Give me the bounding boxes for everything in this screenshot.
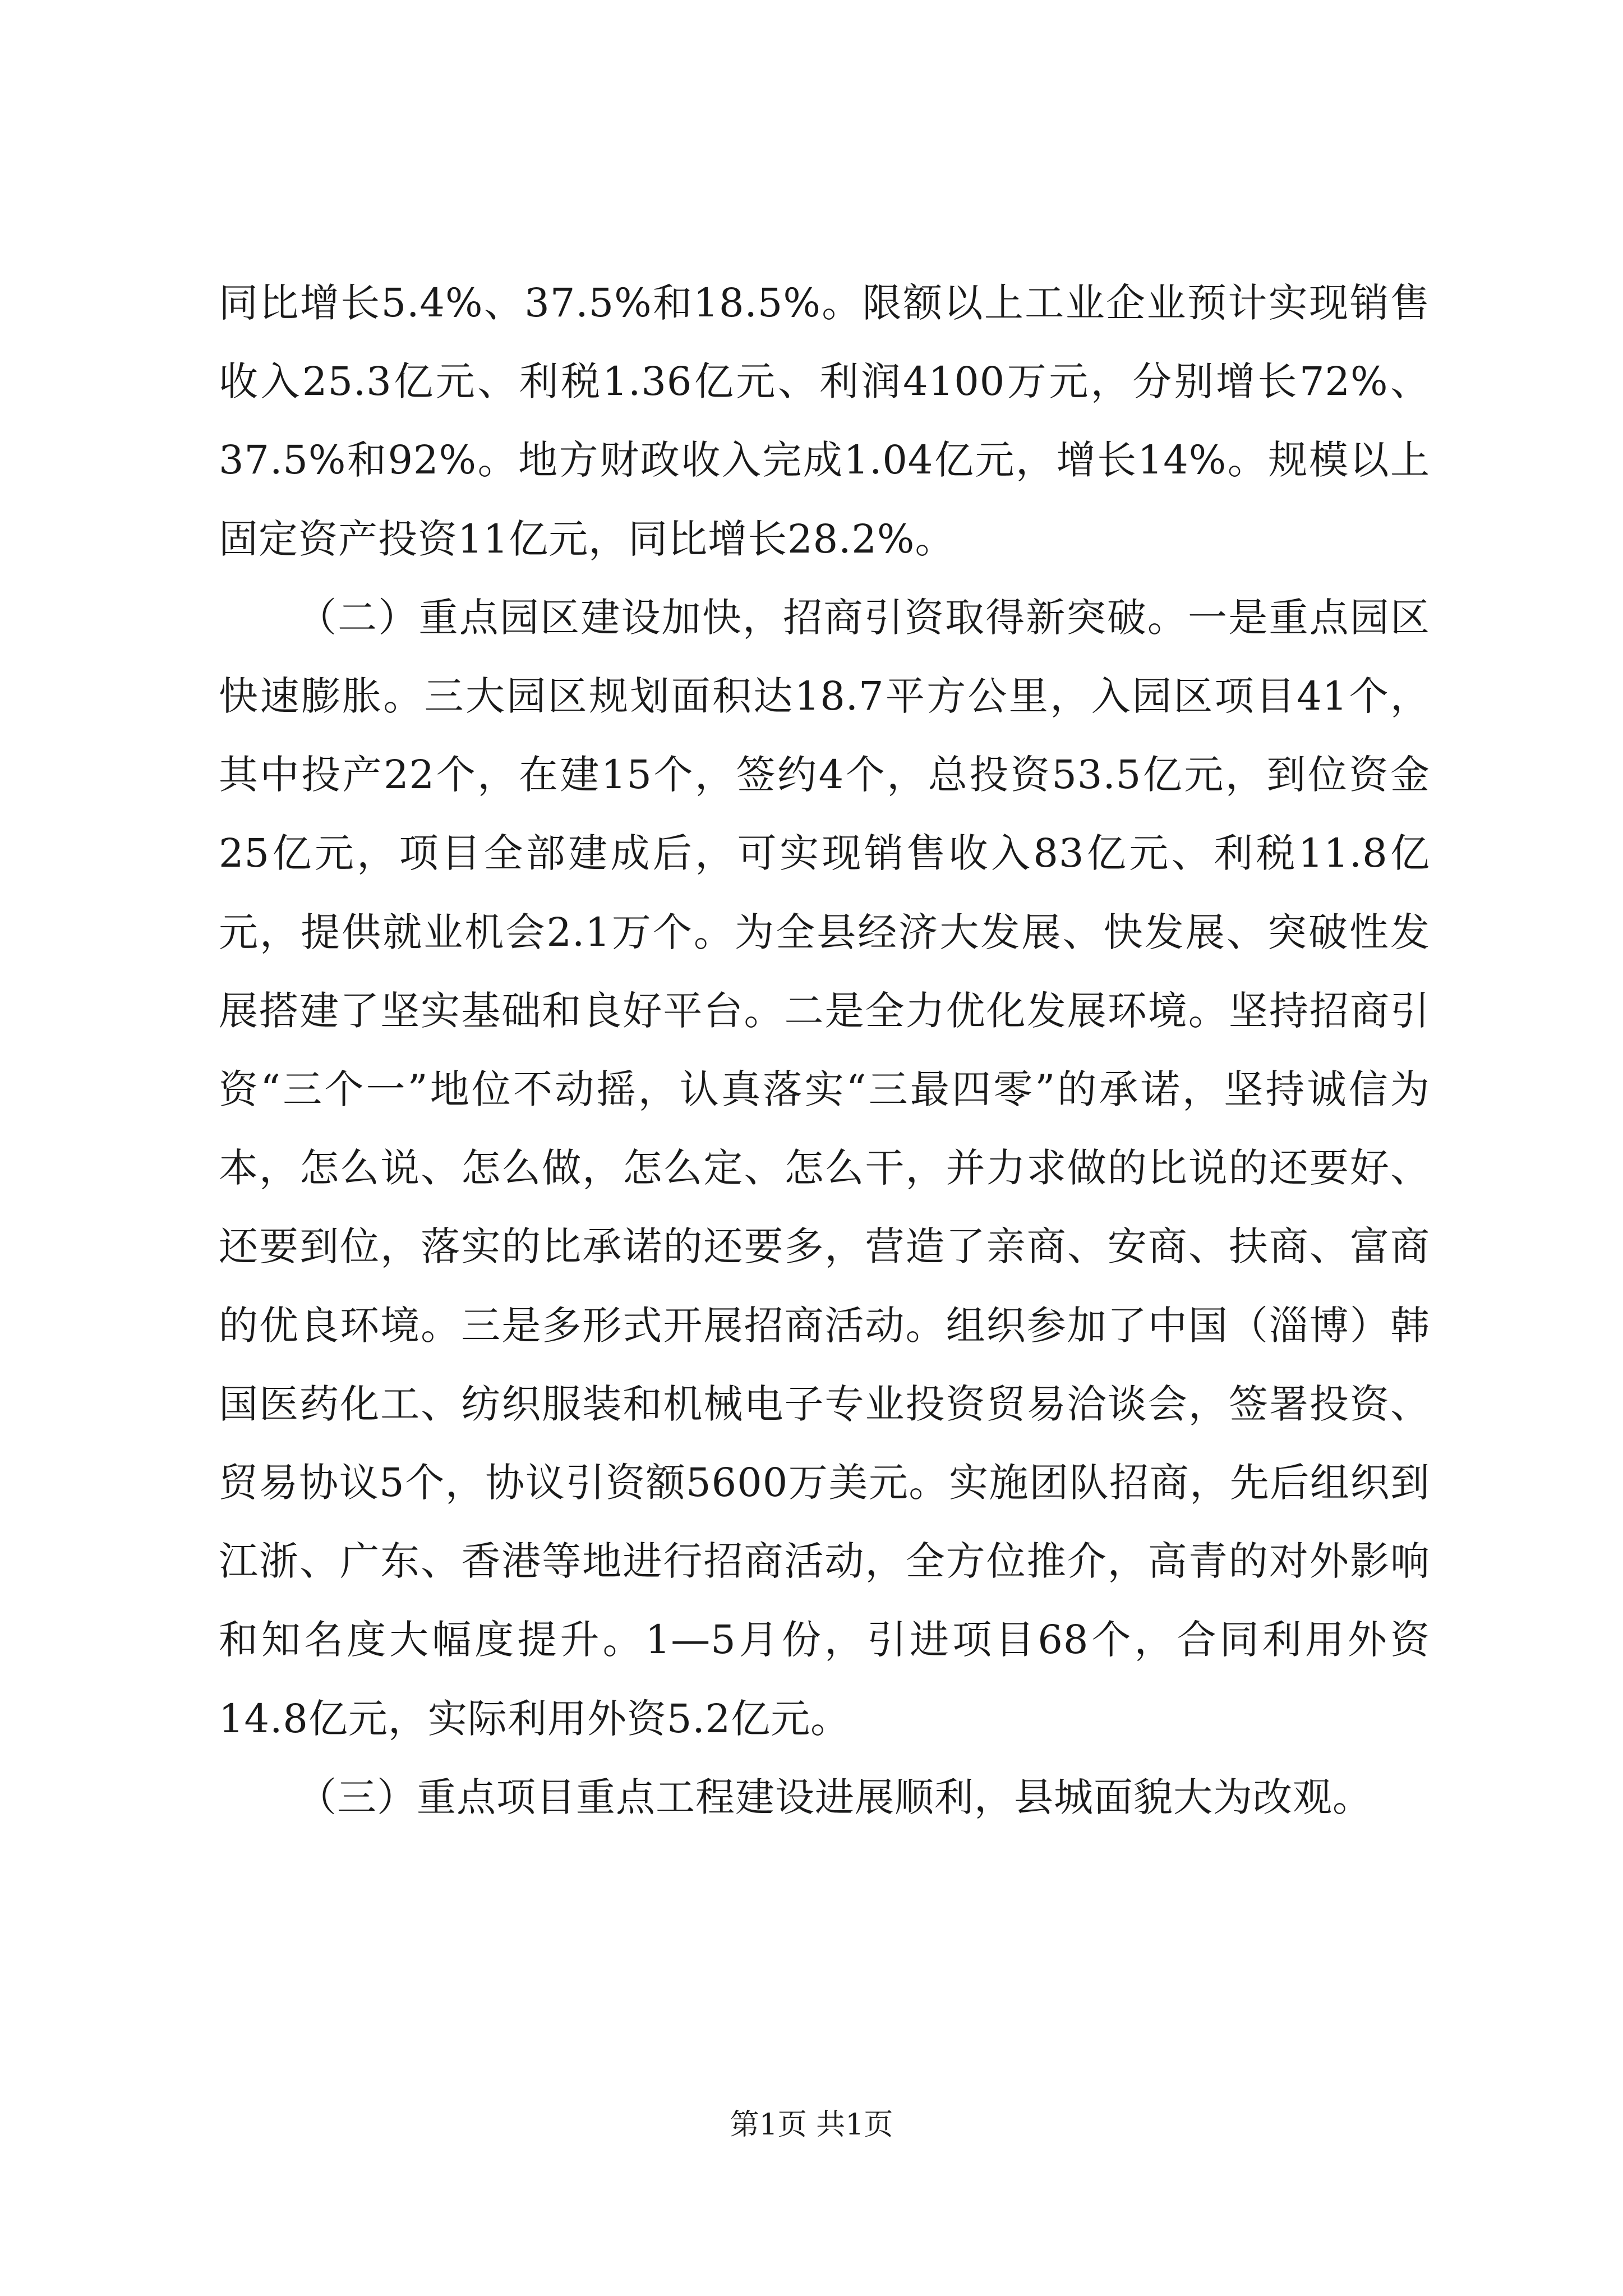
page-footer: 第1页 共1页 (730, 2108, 893, 2142)
paragraph-economic-stats: 同比增长5.4%、37.5%和18.5%。限额以上工业企业预计实现销售收入25.3亿元、利税1.36亿元、利润4100万元，分别增长72%、37.5%和92%。地方财政收入完成1.04亿元，增长14%。规模以上固定资产投资11亿元，同比增长28.2%。 (219, 280, 1430, 562)
document-body (219, 264, 1430, 1837)
paragraph-key-projects: （三）重点项目重点工程建设进展顺利，县城面貌大为改观。 (297, 1774, 1372, 1820)
paragraph-park-investment: （二）重点园区建设加快，招商引资取得新突破。一是重点园区快速膨胀。三大园区规划面积达18.7平方公里，入园区项目41个，其中投产22个，在建15个，签约4个，总投资53.5亿元，到位资金25亿元，项目全部建成后，可实现销售收入83亿元、利税11.8亿元，提供就业机会2.1万个。为全县经济大发展、快发展、突破性发展搭建了坚实基础和良好平台。二是全力优化发展环境。坚持招商引资“三个一”地位不动摇，认真落实“三最四零”的承诺，坚持诚信为本，怎么说、怎么做，怎么定、怎么干，并力求做的比说的还要好、还要到位，落实的比承诺的还要多，营造了亲商、安商、扶商、富商的优良环境。三是多形式开展招商活动。组织参加了中国（淄博）韩国医药化工、纺织服装和机械电子专业投资贸易洽谈会，签署投资、贸易协议5个，协议引资额5600万美元。实施团队招商，先后组织到江浙、广东、香港等地进行招商活动，全方位推介，高青的对外影响和知名度大幅度提升。1—5月份，引进项目68个，合同利用外资14.8亿元，实际利用外资5.2亿元。 (219, 594, 1430, 1742)
